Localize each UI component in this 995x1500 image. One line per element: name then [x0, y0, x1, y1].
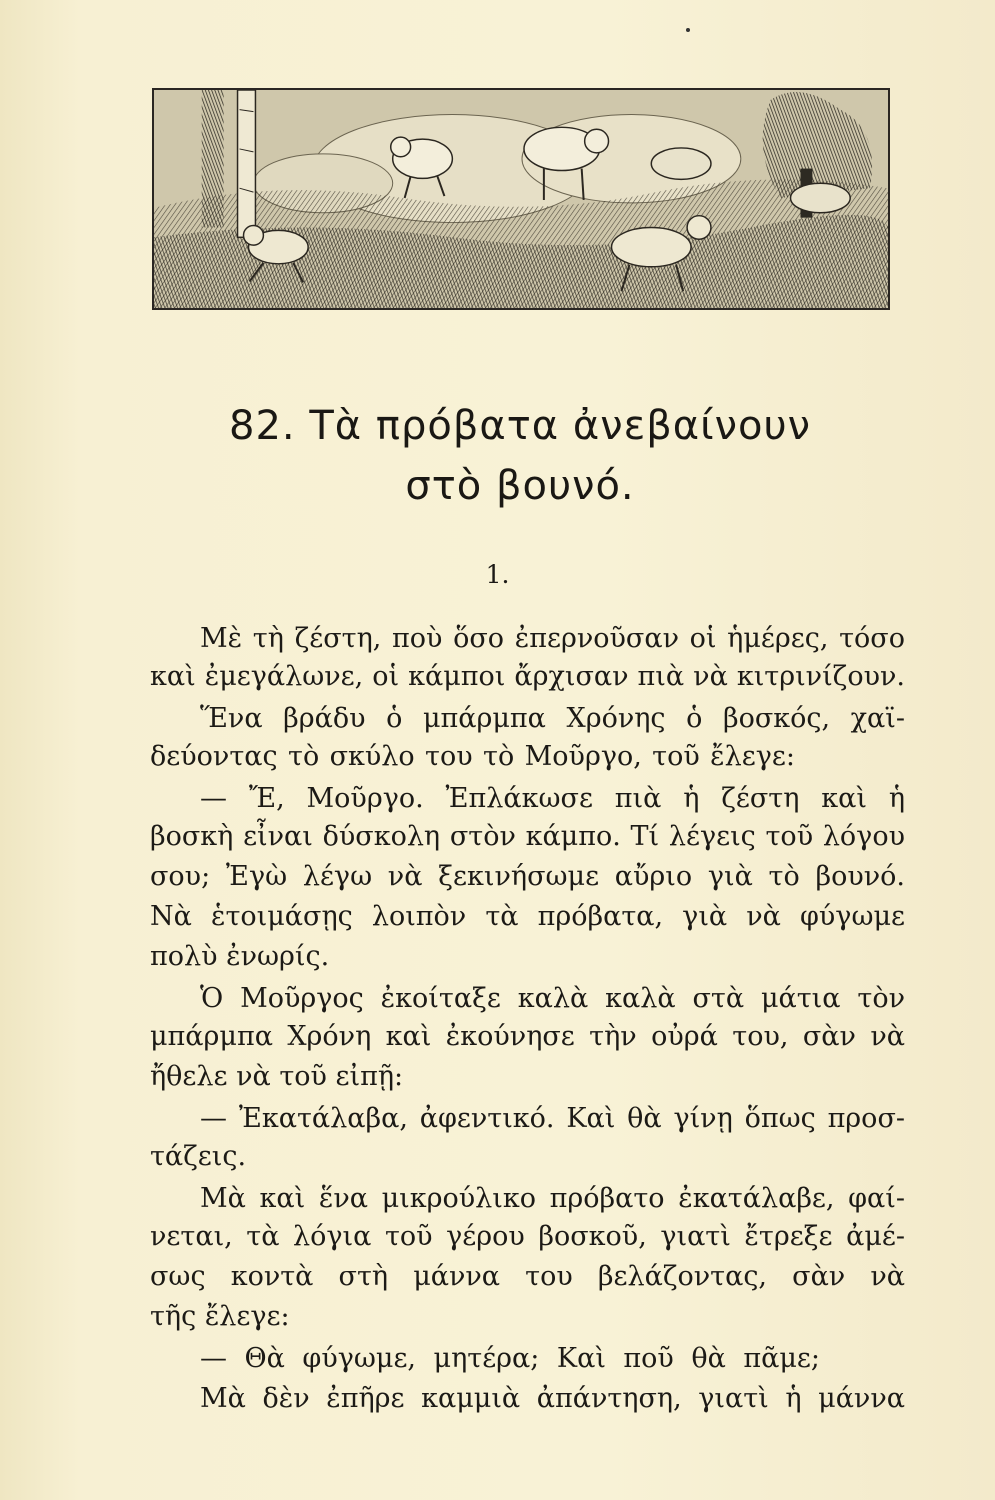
text-line: τῆς ἔλεγε: [150, 1301, 290, 1332]
text-line: — Θὰ φύγωμε, μητέρα; Καὶ ποῦ θὰ πᾶμε; [200, 1343, 820, 1374]
text-line: σως κοντὰ στὴ μάννα του βελάζοντας, σὰν νὰ [150, 1261, 905, 1292]
text-line: σου; Ἐγὼ λέγω νὰ ξεκινήσωμε αὔριο γιὰ τὸ βουνό. [150, 861, 905, 892]
ink-dot [686, 28, 690, 32]
text-line: Μὰ δὲν ἐπῆρε καμμιὰ ἀπάντηση, γιατὶ ἡ μάννα [200, 1383, 905, 1414]
text-line: — Ἔ, Μοῦργο. Ἐπλάκωσε πιὰ ἡ ζέστη καὶ ἡ [200, 783, 905, 814]
section-number: 1. [485, 560, 510, 589]
text-line: — Ἐκατάλαβα, ἀφεντικό. Καὶ θὰ γίνῃ ὅπως προσ- [200, 1103, 905, 1134]
chapter-title-line2: στὸ βουνό. [405, 463, 635, 509]
chapter-title-line1: 82. Τὰ πρόβατα ἀνεβαίνουν [229, 403, 811, 449]
text-line: Νὰ ἑτοιμάσῃς λοιπὸν τὰ πρόβατα, γιὰ νὰ φύγωμε [150, 901, 905, 932]
text-line: καὶ ἐμεγάλωνε, οἱ κάμποι ἄρχισαν πιὰ νὰ κιτρινίζουν. [150, 661, 905, 692]
text-line: δεύοντας τὸ σκύλο του τὸ Μοῦργο, τοῦ ἔλεγε: [150, 741, 795, 772]
text-line: μπάρμπα Χρόνη καὶ ἐκούνησε τὴν οὐρά του, σὰν νὰ [150, 1021, 905, 1052]
text-line: Ἕνα βράδυ ὁ μπάρμπα Χρόνης ὁ βοσκός, χαϊ- [200, 703, 905, 734]
text-line: Ὁ Μοῦργος ἐκοίταξε καλὰ καλὰ στὰ μάτια τὸν [200, 983, 905, 1014]
text-line: πολὺ ἐνωρίς. [150, 941, 330, 972]
text-line: Μὰ καὶ ἕνα μικρούλικο πρόβατο ἐκατάλαβε, φαί- [200, 1183, 905, 1214]
text-line: Μὲ τὴ ζέστη, ποὺ ὅσο ἐπερνοῦσαν οἱ ἡμέρες, τόσο [200, 623, 905, 654]
text-line: βοσκὴ εἶναι δύσκολη στὸν κάμπο. Τί λέγεις τοῦ λόγου [150, 821, 905, 852]
text-line: τάζεις. [150, 1141, 247, 1172]
text-line: νεται, τὰ λόγια τοῦ γέρου βοσκοῦ, γιατὶ ἔτρεξε ἀμέ- [150, 1221, 905, 1252]
text-line: ἤθελε νὰ τοῦ εἰπῇ: [150, 1061, 404, 1092]
sheep-in-meadow-illustration [152, 88, 890, 310]
